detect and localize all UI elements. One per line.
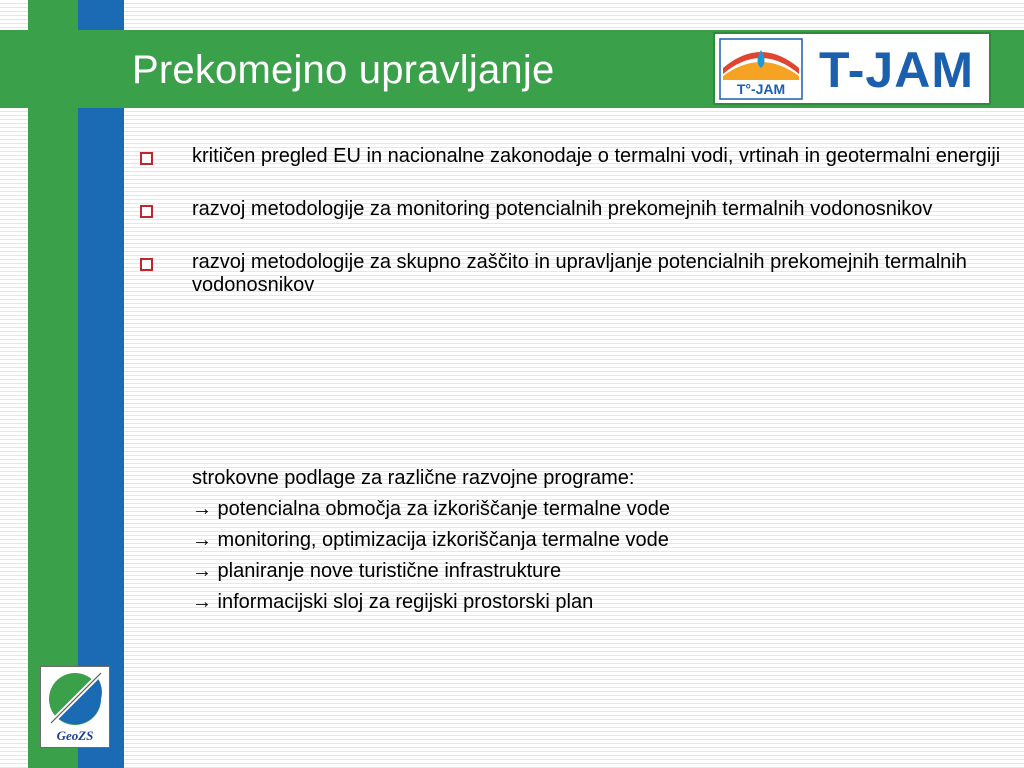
summary-item: → informacijski sloj za regijski prostorski plan [192,591,594,613]
square-bullet-icon [140,152,153,165]
bullet-item [140,198,1010,221]
summary-item: → potencialna območja za izkoriščanje termalne vode [192,498,671,520]
left-blue-stripe [78,0,124,768]
bullet-item [140,145,1010,168]
page-title: Prekomejno upravljanje [132,48,555,92]
left-green-stripe [28,0,78,768]
t-jam-emblem-icon [719,38,803,100]
t-jam-logo [713,32,991,105]
geozs-label: GeoZS [56,728,94,743]
bullet-text: razvoj metodologije za skupno zaščito in upravljanje potencialnih prekomejnih termalnih vodonosnikov [192,251,967,296]
summary-item: → planiranje nove turistične infrastrukture [192,560,562,582]
t-jam-wordmark: T-JAM [819,42,974,98]
summary-intro: strokovne podlage za različne razvojne programe: [192,467,635,489]
summary-block [192,463,1012,618]
t-jam-emblem-text: T°-JAM [736,81,786,97]
geozs-emblem-icon [43,669,107,729]
bullet-item [140,251,1010,297]
square-bullet-icon [140,205,153,218]
summary-item: → monitoring, optimizacija izkoriščanja termalne vode [192,529,669,551]
square-bullet-icon [140,258,153,271]
bullet-text: razvoj metodologije za monitoring potencialnih prekomejnih termalnih vodonosnikov [192,198,933,220]
geozs-logo [40,666,110,748]
bullet-text: kritičen pregled EU in nacionalne zakonodaje o termalni vodi, vrtinah in geotermalni energiji [192,145,1001,167]
main-content [140,145,1010,327]
